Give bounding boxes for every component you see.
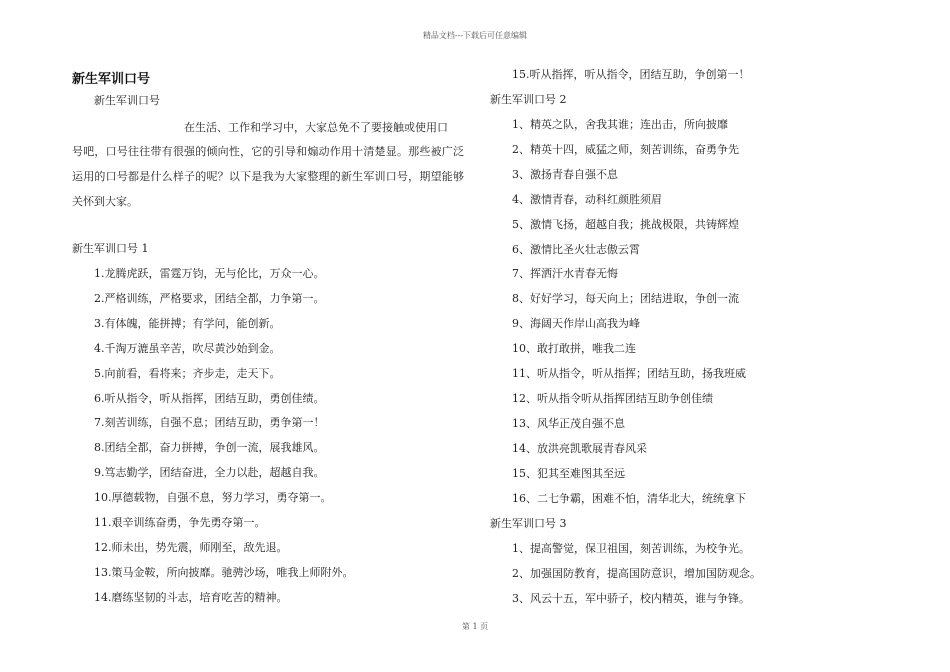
slogan-1-item: 1.龙腾虎跃，雷霆万钧，无与伦比，万众一心。 xyxy=(94,267,325,280)
slogan-2-item: 1、精英之队，舍我其谁；连出击，所向披靡 xyxy=(512,118,728,131)
slogan-1-item: 14.磨练坚韧的斗志，培育吃苦的精神。 xyxy=(94,590,288,604)
slogan-1-item: 9.笃志勤学，团结奋进，全力以赴，超越自我。 xyxy=(94,466,325,480)
slogan-2-item: 10、敢打敢拼，唯我二连 xyxy=(512,342,636,356)
slogan-1-item: 10.厚德载物，自强不息，努力学习，勇夺第一。 xyxy=(94,491,332,505)
slogan-2-item: 16、二七争霸，困难不怕，清华北大，统统拿下 xyxy=(512,491,746,505)
slogan-2-item: 4、激情青春，动科红颜胜须眉 xyxy=(512,192,662,206)
slogan-1-item: 11.艰辛训练奋勇，争先勇夺第一。 xyxy=(94,516,266,529)
section-heading-3: 新生军训口号 3 xyxy=(490,517,567,530)
subtitle: 新生军训口号 xyxy=(94,94,160,107)
slogan-3-item: 2、加强国防教育，提高国防意识，增加国防观念。 xyxy=(512,566,761,580)
slogan-3-item: 1、提高警觉，保卫祖国，刻苦训练，为校争光。 xyxy=(512,542,750,555)
page-number: 第 1 页 xyxy=(461,622,489,631)
section-heading-2: 新生军训口号 2 xyxy=(490,93,567,106)
slogan-1-item: 5.向前看，看将来；齐步走，走天下。 xyxy=(94,366,281,380)
intro-first-line: 在生活、工作和学习中，大家总免不了要接触或使用口 xyxy=(184,121,448,134)
slogan-2-item: 8、好好学习，每天向上；团结进取，争创一流 xyxy=(512,292,739,306)
slogan-2-item: 13、风华正茂自强不息 xyxy=(512,416,625,430)
section-heading-1: 新生军训口号 1 xyxy=(72,242,149,255)
slogan-1-item: 2.严格训练，严格要求，团结全都，力争第一。 xyxy=(94,291,325,305)
slogan-1-item: 7.刻苦训练，自强不息；团结互助，勇争第一！ xyxy=(94,416,325,430)
document-title: 新生军训口号 xyxy=(72,72,151,87)
slogan-1-item: 4.千淘万漉虽辛苦，吹尽黄沙始到金。 xyxy=(94,341,281,355)
slogan-2-item: 7、挥洒汗水青春无悔 xyxy=(512,267,618,281)
slogan-3-item: 3、风云十五，军中骄子，校内精英，谁与争锋。 xyxy=(512,591,750,605)
slogan-2-item: 14、放洪亮凯歌展青春风采 xyxy=(512,441,647,455)
slogan-2-item: 9、海阔天作岸山高我为峰 xyxy=(512,317,640,331)
slogan-1-item: 12.师未出，势先震，师刚至，敌先退。 xyxy=(94,540,288,554)
slogan-1-item: 3.有体魄，能拼搏；有学问，能创新。 xyxy=(94,316,281,330)
slogan-2-item: 15、犯其至难图其至远 xyxy=(512,466,625,480)
slogan-2-item: 12、听从指令听从指挥团结互助争创佳绩 xyxy=(512,391,713,405)
continued-item: 15.听从指挥，听从指令，团结互助，争创第一！ xyxy=(512,68,750,81)
slogan-2-item: 5、激情飞扬，超越自我；挑战极限，共铸辉煌 xyxy=(512,217,739,231)
slogan-2-item: 11、听从指令，听从指挥；团结互助，扬我班威 xyxy=(512,367,746,380)
slogan-2-item: 6、激情比圣火壮志傲云霄 xyxy=(512,242,640,256)
slogan-2-item: 3、激扬青春自强不息 xyxy=(512,167,618,181)
slogan-1-item: 13.策马金鞍，所向披靡。驰骋沙场，唯我上师附外。 xyxy=(94,565,354,579)
slogan-2-item: 2、精英十四，威猛之师，刻苦训练，奋勇争先 xyxy=(512,142,739,156)
slogan-1-item: 8.团结全都，奋力拼搏，争创一流，展我雄风。 xyxy=(94,441,325,455)
intro-paragraph: 号吧，口号往往带有很强的倾向性，它的引导和煽动作用十清楚显。那些被广泛运用的口号都是什么样子的呢？以下是我为大家整理的新生军训口号，期望能够关怀到大家。 xyxy=(72,145,464,208)
slogan-1-item: 6.听从指令，听从指挥，团结互助，勇创佳绩。 xyxy=(94,391,325,405)
page-header-note: 精品文档---下载后可任意编辑 xyxy=(422,31,528,40)
